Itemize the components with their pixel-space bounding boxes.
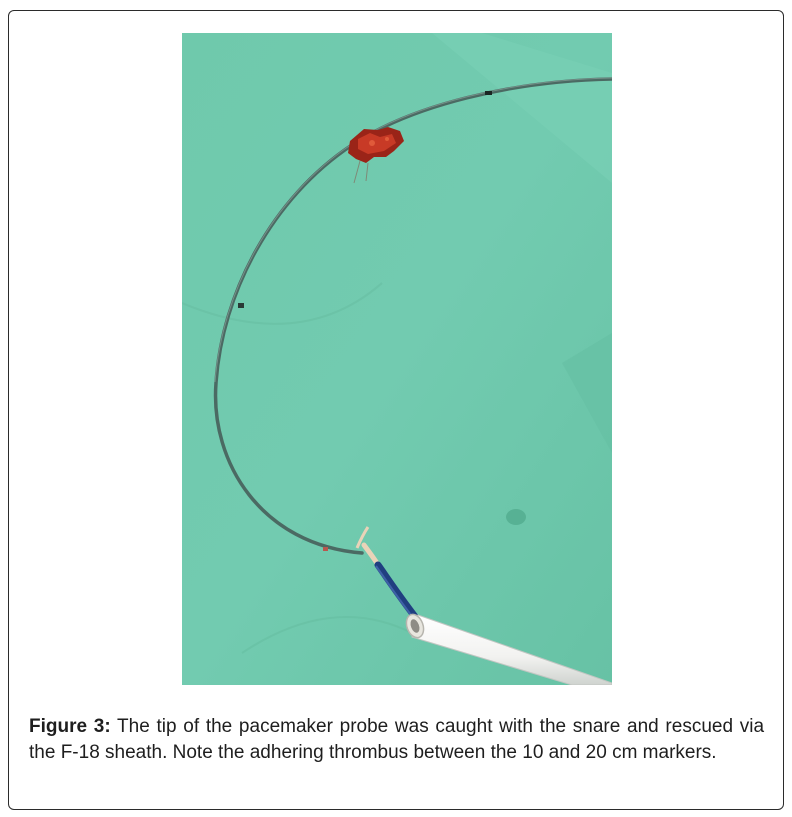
figure-caption [29,714,764,766]
lead-marker [238,303,244,308]
lead-marker [485,91,492,95]
figure-photo [182,33,612,685]
figure-caption-text: The tip of the pacemaker probe was caught with the snare and rescued via the F-18 sheath. Note the adhering thrombus between the 10 and 20 cm markers. [29,716,765,763]
figure-label: Figure 3: [29,716,111,737]
drape-stain [506,509,526,525]
